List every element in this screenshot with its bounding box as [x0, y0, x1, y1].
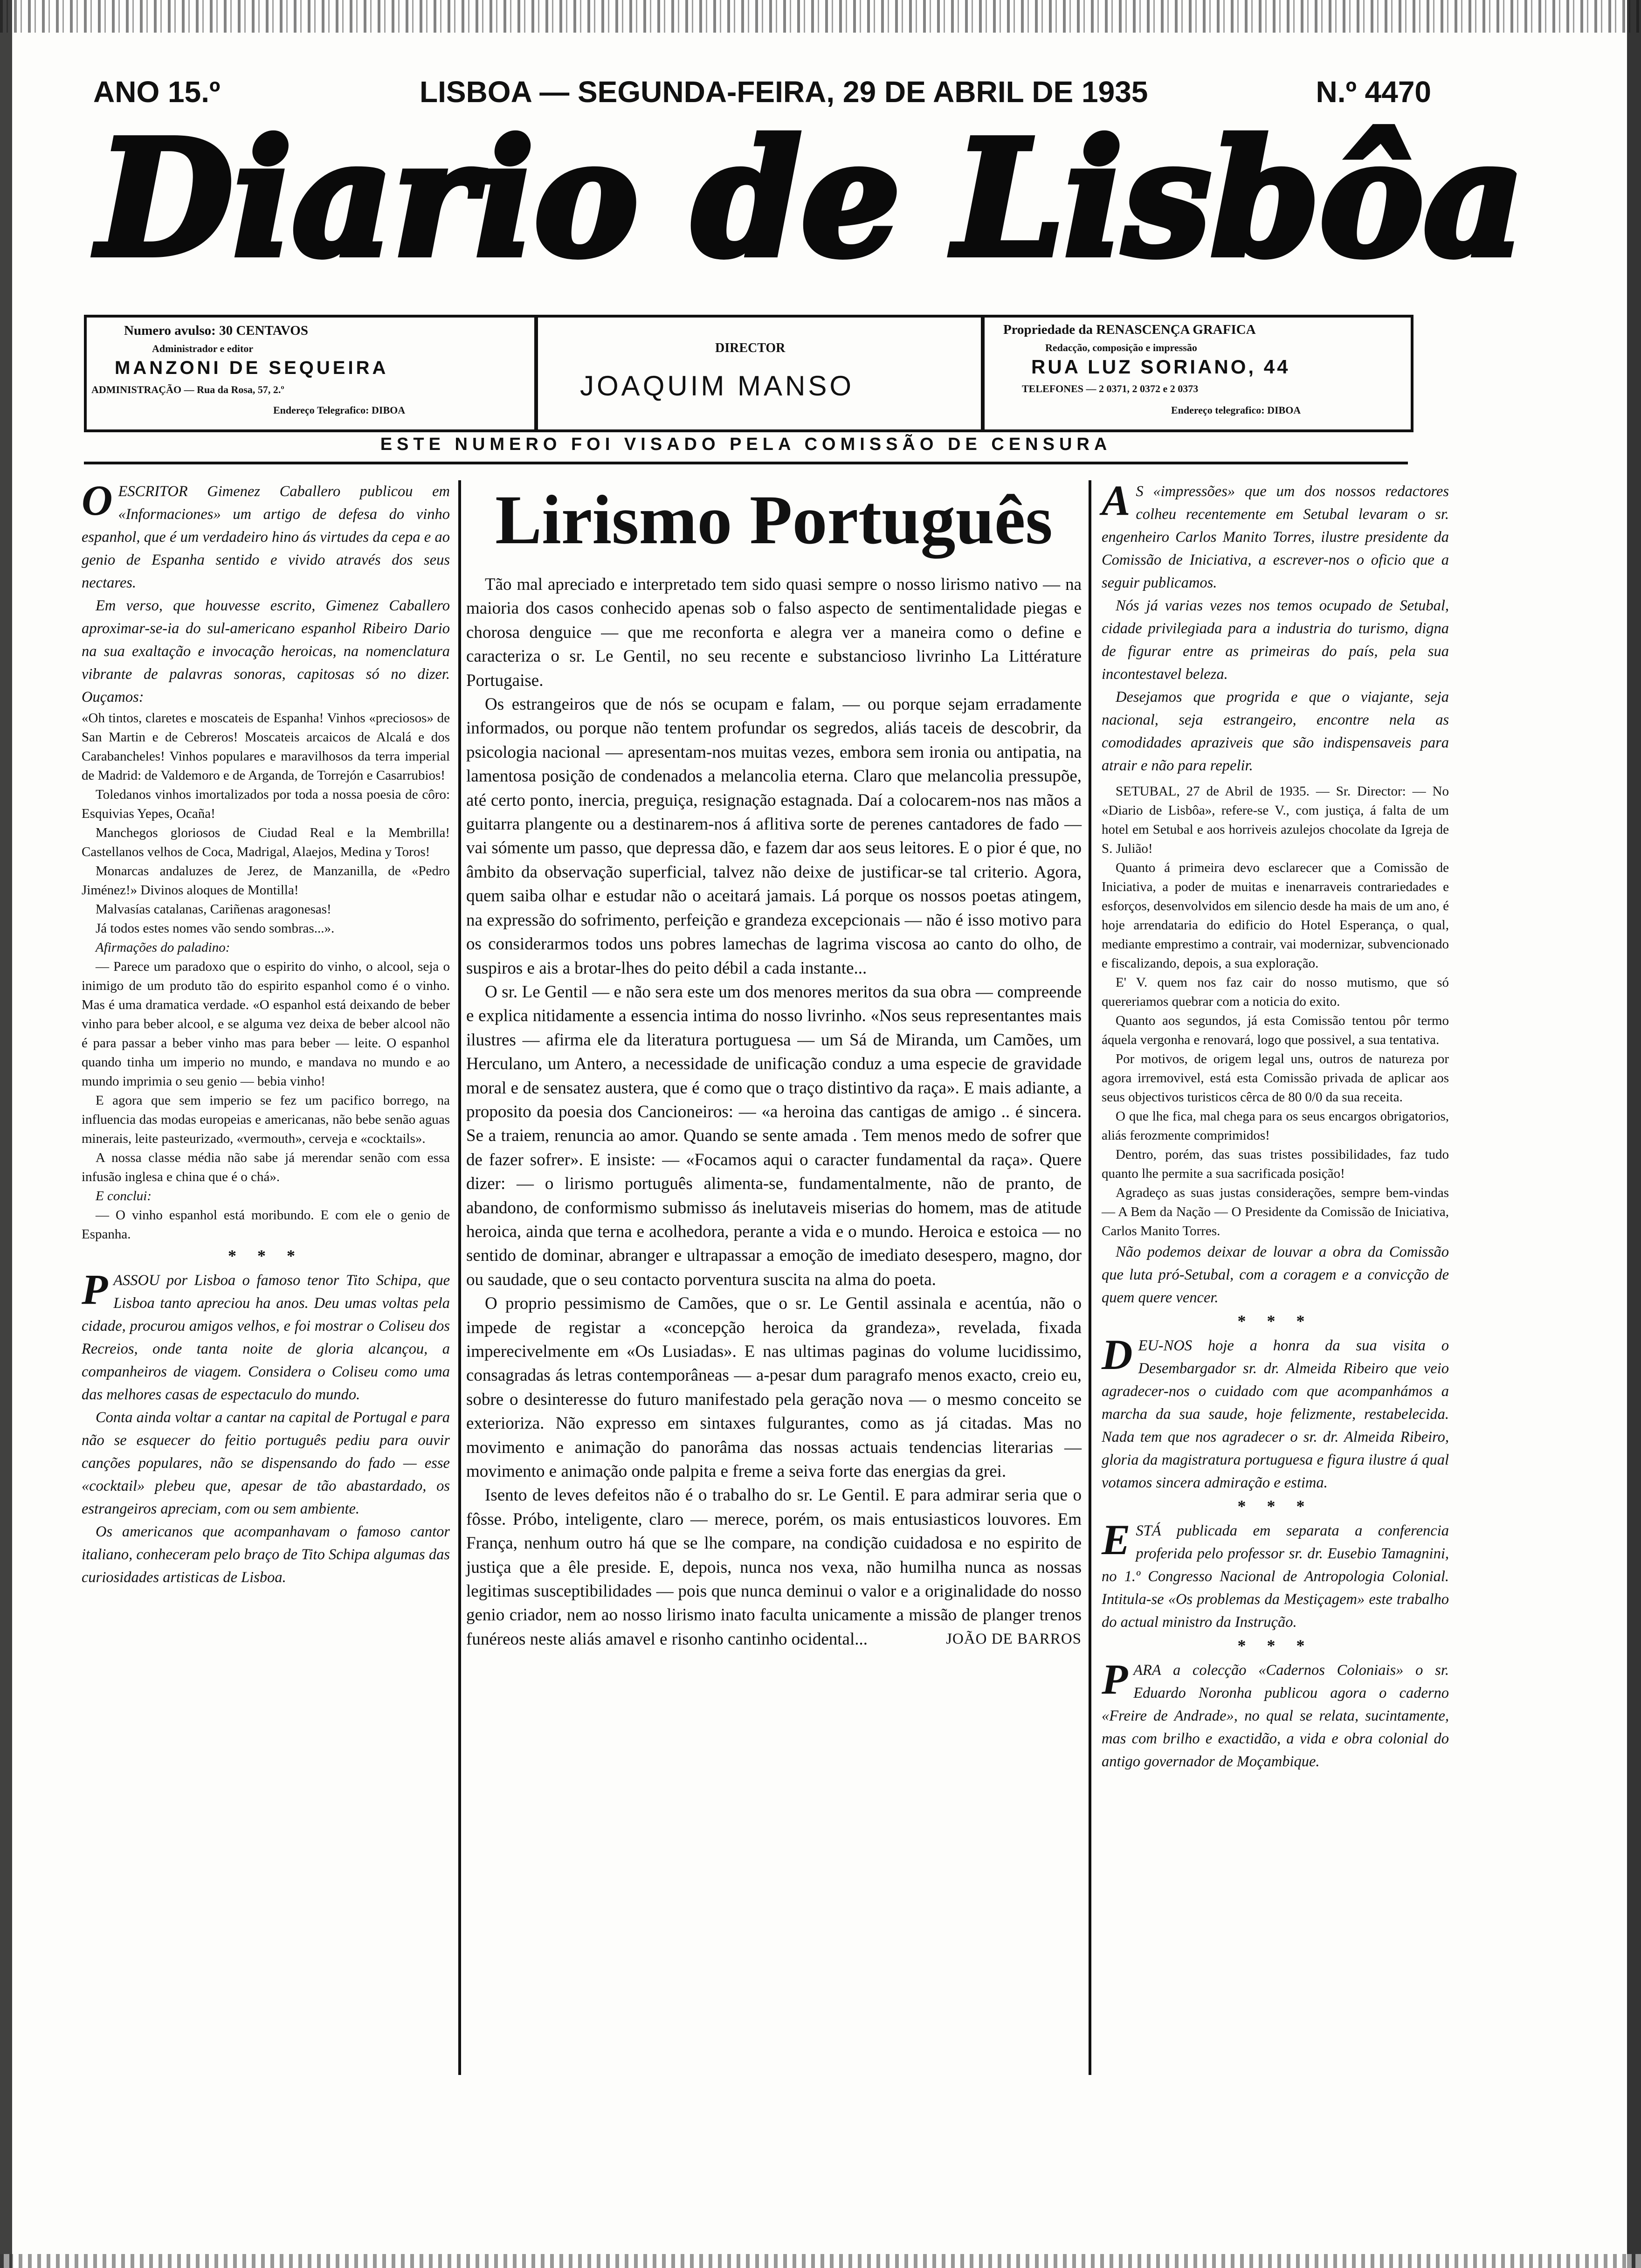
editorial-label: Redacção, composição e impressão: [1045, 342, 1197, 353]
left-quote-6: Já todos estes nomes vão sendo sombras...».: [96, 921, 335, 936]
info-box-right: [985, 318, 1411, 429]
issue-number: N.º 4470: [1316, 75, 1431, 109]
admin-label: Administrador e editor: [152, 343, 254, 354]
left-quote-4: Monarcas andaluzes de Jerez, de Manzanilla, de «Pedro Jiménez!» Divinos aloques de Montilla!: [82, 864, 450, 898]
left-quote-5: Malvasías catalanas, Cariñenas aragonesas!: [96, 902, 331, 917]
left-p4: E conclui:: [96, 1189, 152, 1203]
right-p1-text: S «impressões» que um dos nossos redactores colheu recentemente em Setubal levaram o sr. engenheiro Carlos Manito Torres, ilustre presidente da Comissão de Iniciativa, a escrever-nos o oficio que a seguir publicamos.: [1102, 483, 1449, 591]
left-quote-10: — O vinho espanhol está moribundo. E com ele o genio de Espanha.: [82, 1208, 450, 1242]
date-location: LISBOA — SEGUNDA-FEIRA, 29 DE ABRIL DE 1935: [420, 75, 1148, 109]
dateline: [93, 75, 1431, 112]
right-p2: Nós já varias vezes nos temos ocupado de Setubal, cidade privilegiada para a industria do turismo, digna de figurar entre as primeiras do país, pela sua incontestavel beleza.: [1102, 597, 1449, 683]
separator-stars: * * *: [1237, 1312, 1313, 1330]
scan-edge-right: [1627, 0, 1641, 2268]
dropcap-e: E: [1102, 1516, 1131, 1563]
right-p3: Desejamos que progrida e que o viajante, seja nacional, seja estrangeiro, encontre nela as comodidades apraziveis que são indispensaveis para atrair e não para repelir.: [1102, 689, 1449, 774]
letter-p4: Quanto aos segundos, já esta Comissão tentou pôr termo áquela vergonha e renovará, logo que possivel, a sua tentativa.: [1102, 1013, 1449, 1047]
scan-edge-left: [0, 0, 12, 2268]
left-p1: [82, 477, 450, 595]
right-p5-text: EU-NOS hoje a honra da sua visita o Desembargador sr. dr. Almeida Ribeiro que veio agradecer-nos o cuidado com que acompanhámos a marcha da sua saude, hoje felizmente, restabelecida. Nada tem que nos agradecer o sr. dr. Almeida Ribeiro, gloria da magistratura portuguesa e figura ilustre á qual votamos sincera admiração e estima.: [1102, 1337, 1449, 1491]
article-author: JOÃO DE BARROS: [946, 1631, 1082, 1648]
dropcap-o: O: [82, 477, 113, 524]
left-quote-1: «Oh tintos, claretes e moscateis de Espanha! Vinhos «preciosos» de San Martin e de Cebreros! Moscateis arcaicos de Alcalá e dos Carabancheles! Vinhos populares e maravilhosos da terra imperial de Madrid: de Valdemoro e de Arganda, de Torrejón e Casarrubios!: [82, 711, 450, 783]
right-p7-text: ARA a colecção «Cadernos Coloniais» o sr. Eduardo Noronha publicou agora o caderno «Freire de Andrade», no qual se relata, sucintamente, mas com brilho e exactidão, a vida e obra colonial do antigo governador de Moçambique.: [1102, 1662, 1449, 1770]
right-p6-text: STÁ publicada em separata a conferencia proferida pelo professor sr. dr. Eusebio Tamagnini, no 1.º Congresso Nacional de Antropologia Colonial. Intitula-se «Os problemas da Mestiçagem» este trabalho do actual ministro da Instrução.: [1102, 1522, 1449, 1631]
header-rule: [84, 462, 1408, 464]
letter-p1: SETUBAL, 27 de Abril de 1935. — Sr. Director: — No «Diario de Lisbôa», refere-se V., com justiça, á falta de um hotel em Setubal e aos horriveis azulejos chocolate da Igreja de S. Julião!: [1102, 784, 1449, 856]
right-p7: [1102, 1655, 1449, 1773]
right-p4: Não podemos deixar de louvar a obra da Comissão que luta pró-Setubal, com a coragem e a convicção de quem quere vencer.: [1102, 1244, 1449, 1306]
left-p7: Os americanos que acompanhavam o famoso cantor italiano, conheceram pelo braço de Tito Schipa algumas das curiosidades artisticas de Lisboa.: [82, 1523, 450, 1586]
telephones: TELEFONES — 2 0371, 2 0372 e 2 0373: [1022, 383, 1199, 394]
letter-p3: E' V. quem nos faz cair do nosso mutismo, que só quereriamos quebrar com a noticia do exito.: [1102, 975, 1449, 1009]
telegraphic-address-left: Endereço Telegrafico: DIBOA: [273, 404, 406, 416]
article-p2: Os estrangeiros que de nós se ocupam e falam, — ou porque sejam erradamente informados, ou porque não tentem profundar os segredos, aliás taceis de descobrir, da psicologia nacional — apresentam-nos muitas vezes, embora sem ironia ou antipatia, na lamentosa posição de condenados a melancolia eterna. Claro que melancolia pressupõe, até certo ponto, inercia, preguiça, resignação estagnada. Daí a colocarem-nos nas mãos a guitarra plangente ou a destinarem-nos á aflitiva sorte de perenes cantadores de fado — vai sómente um passo, que depressa dão, e fazem dar aos seus leitores. E o pior é que, no âmbito da observação superficial, talvez não deixe de justificar-se tal criterio. Agora, quem saiba olhar e estudar não o aceitará jamais. Lá porque os nossos poetas atingem, na expressão do sofrimento, perfeição e grandeza excepcionais — não é isso motivo para os considerarmos todos uns pobres lamechas de lagrima viscosa ao canto do olho, de suspiros e ais a brotar-lhes do peito débil a cada instante...: [466, 695, 1082, 978]
right-p6: [1102, 1516, 1449, 1634]
left-quote-3: Manchegos gloriosos de Ciudad Real e la Membrilla! Castellanos velhos de Coca, Madrigal, Alaejos, Medina y Toros!: [82, 825, 450, 859]
left-quote-2: Toledanos vinhos imortalizados por toda a nossa poesia de côro: Esquivias Yepes, Ocaña!: [82, 787, 450, 821]
info-box-middle: [538, 318, 985, 429]
left-quote-8: E agora que sem imperio se fez um pacifico borrego, na influencia das modas europeias e americanas, não bebe senão aguas minerais, leite pasteurizado, «vermouth», cerveja e «cocktails».: [82, 1093, 450, 1146]
admin-address: ADMINISTRAÇÃO — Rua da Rosa, 57, 2.º: [91, 384, 284, 395]
letter-p5: Por motivos, de origem legal uns, outros de natureza por agora irremovivel, está esta Comissão privada de aplicar aos seus objectivos turisticos cêrca de 80 0/0 da sua receita.: [1102, 1051, 1449, 1105]
right-p1: [1102, 477, 1449, 595]
left-column: [82, 477, 461, 2075]
separator-stars: * * *: [1237, 1497, 1313, 1515]
separator-stars: * * *: [228, 1246, 303, 1265]
letter-p2: Quanto á primeira devo esclarecer que a Comissão de Iniciativa, a poder de muitas e inenarraveis contrariedades e esforços, desenvolvidos em silencio desde ha mais de um ano, é hoje arrendataria do edificio do Hotel Esperança, o qual, mediante emprestimo a contrair, vai modernizar, subvencionado e fiscalizando, depois, a sua exploração.: [1102, 860, 1449, 971]
left-quote-9: A nossa classe média não sabe já merendar senão com essa infusão inglesa e china que é o chá».: [82, 1150, 450, 1184]
scan-edge-bottom: [0, 2254, 1641, 2268]
left-p5-text: ASSOU por Lisboa o famoso tenor Tito Schipa, que Lisboa tanto apreciou ha anos. Deu umas voltas pela cidade, procurou amigos velhos, e foi mostrar o Coliseu dos Recreios, onde tanta noite de gloria alcançou, a companheiros de viagem. Considera o Coliseu como uma das melhores casas de espectaculo do mundo.: [82, 1272, 450, 1403]
article-title: Lirismo Português: [495, 481, 1053, 559]
article-p4: O proprio pessimismo de Camões, que o sr. Le Gentil assinala e acentúa, não o impede de registar a «concepção heroica da grandeza», revelada, fixada imperecivelmente em «Os Lusiadas». E nas ultimas paginas do volume lucidissimo, consagradas ás letras contemporâneas — a-pesar dum paragrafo menos exacto, creio eu, sobre o desinteresse do futuro manifestado pela geração nova — o mesmo conceito se exterioriza. Não expresso em sintaxes fulgurantes, como as já citadas. Mas no movimento e animação do panorâma das nossas actuais tendencias literarias — movimento e animação onde palpita e freme a seiva forte das energias da grei.: [466, 1294, 1082, 1481]
dropcap-d: D: [1102, 1331, 1133, 1378]
left-p3: Afirmações do paladino:: [96, 940, 230, 955]
censorship-notice: ESTE NUMERO FOI VISADO PELA COMISSÃO DE CENSURA: [380, 435, 1112, 454]
dropcap-p2: P: [1102, 1655, 1128, 1703]
article-p5: Isento de leves defeitos não é o trabalho do sr. Le Gentil. E para admirar seria que o fôsse. Próbo, inteligente, claro — merece, porém, os mais entusiasticos louvores. Em França, nenhum outro há que se lhe compare, na condição cuidadosa e no espirito de justiça que a êle preside. E, depois, nunca nos vexa, não humilha nunca as nossas legitimas susceptibilidades — pois que nunca deminui o valor e a originalidade do nosso genio criador, nem ao nosso lirismo inato faculta unicamente a missão de planger trenos funéreos neste aliás amavel e risonho cantinho ocidental...: [466, 1486, 1082, 1649]
right-p5: [1102, 1331, 1449, 1494]
article-p3: O sr. Le Gentil — e não sera este um dos menores meritos da sua obra — compreende e explica nitidamente a essencia intima do nosso livrinho. «Nos seus representantes mais ilustres — afirma ele da literatura portuguesa — um Sá de Miranda, um Camões, um Herculano, um Antero, a necessidade de unificação conduz a uma especie de gravidade moral e de sensatez austera, que é como que o traço distintivo da raça». E mais adiante, a proposito da poesia dos Cancioneiros: — «a heroina das cantigas de amigo .. é sincera. Se a traiem, renuncia ao amor. Quando se sente amada . Tem menos medo de sofrer que de fazer sofrer». E insiste: — «Focamos aqui o caracter fundamental da raça». Quere dizer: — o lirismo português alimenta-se, fundamentalmente, não de pranto, de abandono, de conformismo submisso ás inelutaveis miserias do homem, mas de atitude heroica, ainda que terna e acolhedora, perante a vida e o mundo. Heroica e estoica — no sentido de dominar, abranger e ultrapassar a emoção de imediato desespero, magno, dor ou saudade, que o seu contacto porventura suscita na alma do poeta.: [466, 982, 1082, 1289]
editorial-address: RUA LUZ SORIANO, 44: [1031, 356, 1290, 378]
left-p1-text: ESCRITOR Gimenez Caballero publicou em «Informaciones» um artigo de defesa do vinho espanhol, que é um verdadeiro hino ás virtudes da cepa e ao genio de Espanha sentido e vivido através dos seus nectares.: [82, 483, 450, 591]
director-label: DIRECTOR: [715, 341, 786, 355]
dropcap-a: A: [1102, 477, 1131, 524]
separator-stars: * * *: [1237, 1636, 1313, 1655]
right-column: [1089, 477, 1449, 2075]
admin-name: MANZONI DE SEQUEIRA: [115, 358, 389, 378]
scan-edge-top: [0, 0, 1641, 33]
letter-p8: Agradeço as suas justas considerações, sempre bem-vindas — A Bem da Nação — O Presidente da Comissão de Iniciativa, Carlos Manito Torres.: [1102, 1185, 1449, 1238]
telegraphic-address-right: Endereço telegrafico: DIBOA: [1171, 404, 1301, 416]
letter-p7: Dentro, porém, das suas tristes possibilidades, faz tudo quanto lhe permite a sua sacrificada posição!: [1102, 1147, 1449, 1181]
masthead-title: Diario de Lisbôa: [93, 114, 1525, 282]
left-p2: Em verso, que houvesse escrito, Gimenez Caballero aproximar-se-ia do sul-americano espanhol Ribeiro Dario na sua exaltação e invocação heroicas, na nomenclatura vibrante de palavras sonoras, capitosas só no dizer. Ouçamos:: [82, 597, 450, 705]
main-article: [466, 480, 1082, 2075]
masthead: [84, 114, 1538, 282]
info-box-left: [87, 318, 538, 429]
article-p1: Tão mal apreciado e interpretado tem sido quasi sempre o nosso lirismo nativo — na maioria dos casos conhecido apenas sob o falso aspecto de sentimentalidade piegas e chorosa denguice — que me reconforta e alegra ver a maneira como o define e caracteriza o sr. Le Gentil, no seu recente e substancioso livrinho La Littérature Portugaise.: [466, 575, 1082, 690]
issue-year: ANO 15.º: [93, 75, 221, 109]
left-quote-7: — Parece um paradoxo que o espirito do vinho, o alcool, seja o inimigo de um produto tão do espirito espanhol como é o vinho. Mas é uma dramatica verdade. «O espanhol está deixando de beber vinho para beber alcool, e se alguma vez deixa de beber alcool não é para passar a beber vinho mas para beber — leite. O espanhol quando tinha um imperio no mundo, e mandava no mundo e ao mundo imprimia o seu genio — bebia vinho!: [82, 959, 450, 1089]
letter-p6: O que lhe fica, mal chega para os seus encargos obrigatorios, aliás ferozmente comprimidos!: [1102, 1109, 1449, 1143]
left-p6: Conta ainda voltar a cantar na capital de Portugal e para não se esquecer do feitio português pediu para ouvir canções populares, não se dispensando do fado — esse «cocktail» plebeu que, apesar de tão abastardado, os estrangeiros apreciam, com ou sem ambiente.: [82, 1409, 450, 1517]
owner-line: Propriedade da RENASCENÇA GRAFICA: [1003, 322, 1256, 337]
masthead-logo: [84, 114, 1538, 282]
left-p5: [82, 1265, 450, 1406]
price-line: Numero avulso: 30 CENTAVOS: [124, 323, 308, 338]
director-name: JOAQUIM MANSO: [580, 370, 855, 401]
info-box: [84, 315, 1413, 432]
dropcap-p: P: [82, 1265, 108, 1313]
